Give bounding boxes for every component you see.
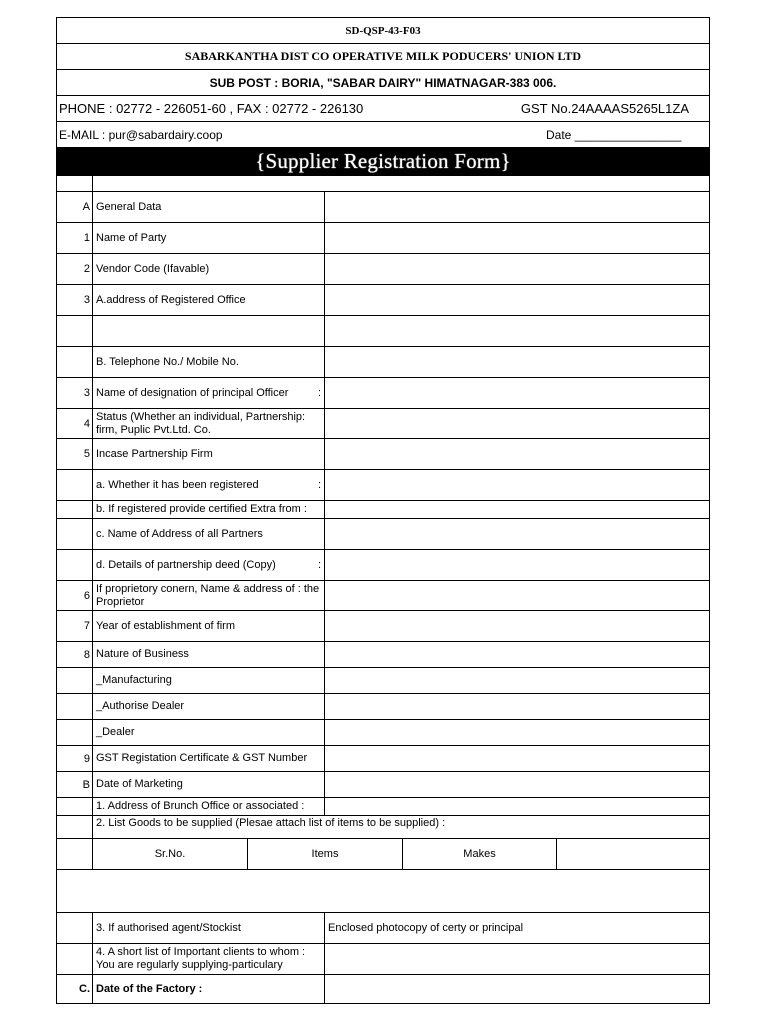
clients-label: 4. A short list of Important clients to whom : You are regularly supplying-particulary <box>93 944 325 974</box>
address-row <box>57 70 709 96</box>
row-number: 7 <box>57 611 93 641</box>
row-number: B <box>57 772 93 797</box>
form-row <box>57 347 709 378</box>
row-label-text: GST Registation Certificate & GST Number <box>96 752 308 764</box>
row-label-text: c. Name of Address of all Partners <box>96 527 263 540</box>
doc-code: SD-QSP-43-F03 <box>345 24 421 37</box>
row-value-field[interactable] <box>325 519 709 549</box>
row-label <box>93 316 325 346</box>
form-row <box>57 378 709 409</box>
row-label-text: Vendor Code (Ifavable) <box>96 262 210 275</box>
row-label <box>93 668 325 693</box>
row-label <box>93 746 325 771</box>
row-number: A <box>57 192 93 222</box>
row-value-field[interactable] <box>325 642 709 667</box>
row-value-field[interactable] <box>325 409 709 438</box>
form-row <box>57 772 709 798</box>
row-number <box>57 519 93 549</box>
agent-label: 3. If authorised agent/Stockist <box>93 913 325 943</box>
row-label <box>93 581 325 610</box>
org-name: SABARKANTHA DIST CO OPERATIVE MILK PODUCERS' UNION LTD <box>184 49 582 63</box>
row-label-text: 1. Address of Brunch Office or associated : <box>96 800 305 812</box>
row-value-field[interactable] <box>325 223 709 253</box>
row-label <box>93 772 325 797</box>
col-makes: Makes <box>403 839 557 869</box>
row-label <box>93 409 325 438</box>
row-value-field[interactable] <box>325 316 709 346</box>
form-row <box>57 439 709 470</box>
form-row <box>57 581 709 611</box>
row-value-field[interactable] <box>325 720 709 745</box>
row-label-text: If proprietory conern, Name & address of : the Proprietor <box>96 582 320 608</box>
row-number <box>57 720 93 745</box>
row-label-text: _Authorise Dealer <box>96 700 185 712</box>
email-row <box>57 122 709 148</box>
row-colon: : <box>317 478 321 491</box>
row-colon: : <box>317 386 321 399</box>
clients-num-cell <box>57 944 93 974</box>
row-label-text: Year of establishment of firm <box>96 619 235 632</box>
row-number: 3 <box>57 285 93 315</box>
row-number <box>57 501 93 518</box>
row-value-field[interactable] <box>325 347 709 377</box>
clients-row <box>57 944 709 975</box>
org-name-row <box>57 44 709 70</box>
col-blank <box>557 839 709 869</box>
org-address: SUB POST : BORIA, "SABAR DAIRY" HIMATNAGAR-383 006. <box>209 75 557 90</box>
row-value-field[interactable] <box>325 581 709 610</box>
row-label-text: Date of Marketing <box>96 778 183 790</box>
row-label <box>93 550 325 580</box>
row-number <box>57 316 93 346</box>
row-value-field[interactable] <box>325 254 709 284</box>
form-title: {Supplier Registration Form} <box>255 149 511 173</box>
row-label <box>93 611 325 641</box>
agent-value[interactable]: Enclosed photocopy of certy or principal <box>328 922 524 934</box>
form-row <box>57 550 709 581</box>
row-label-text: General Data <box>96 200 162 213</box>
row-label-text: _Dealer <box>96 726 135 738</box>
row-number: 8 <box>57 642 93 667</box>
gst-number: GST No.24AAAAS5265L1ZA <box>520 101 689 116</box>
factory-label: Date of the Factory : <box>93 975 325 1003</box>
row-number: 4 <box>57 409 93 438</box>
goods-instruction: 2. List Goods to be supplied (Plesae attach list of items to be supplied) : <box>96 817 446 829</box>
row-value-field[interactable] <box>325 470 709 500</box>
row-number: 1 <box>57 223 93 253</box>
form-row <box>57 254 709 285</box>
form-row <box>57 668 709 694</box>
row-label <box>93 501 325 518</box>
factory-value[interactable] <box>325 975 709 1003</box>
date-field: Date ________________ <box>546 128 682 142</box>
row-label-text: d. Details of partnership deed (Copy) <box>96 558 276 571</box>
row-label-text: B. Telephone No./ Mobile No. <box>96 355 239 368</box>
row-label <box>93 378 325 408</box>
spacer-row <box>57 176 709 192</box>
form-row <box>57 694 709 720</box>
row-value-field[interactable] <box>325 501 709 518</box>
row-value-field[interactable] <box>325 746 709 771</box>
row-label <box>93 720 325 745</box>
row-label-text: Nature of Business <box>96 648 189 660</box>
goods-entry-area[interactable] <box>57 870 709 913</box>
email: E-MAIL : pur@sabardairy.coop <box>59 128 223 142</box>
clients-value[interactable] <box>325 944 709 974</box>
row-label <box>93 223 325 253</box>
goods-table-header <box>57 839 709 870</box>
row-value-field[interactable] <box>325 772 709 797</box>
goods-num-cell <box>57 808 93 838</box>
form-row <box>57 642 709 668</box>
row-label-text: a. Whether it has been registered <box>96 478 259 491</box>
contact-row <box>57 96 709 122</box>
spacer-num-cell <box>57 176 93 191</box>
form-row <box>57 223 709 254</box>
row-number <box>57 470 93 500</box>
row-label <box>93 519 325 549</box>
factory-row <box>57 975 709 1003</box>
supplier-registration-sheet <box>56 17 710 1004</box>
row-value-field[interactable] <box>325 694 709 719</box>
row-number <box>57 550 93 580</box>
row-label-text: Name of designation of principal Officer <box>96 386 289 399</box>
row-label-text: Status (Whether an individual, Partnership: firm, Puplic Pvt.Ltd. Co. <box>96 410 306 436</box>
row-label <box>93 694 325 719</box>
row-value-field[interactable] <box>325 192 709 222</box>
row-label-text: b. If registered provide certified Extra from : <box>96 503 307 515</box>
col-items: Items <box>248 839 403 869</box>
row-value-field[interactable] <box>325 378 709 408</box>
row-label <box>93 642 325 667</box>
row-label-text: _Manufacturing <box>96 674 172 686</box>
row-label-text: Name of Party <box>96 231 167 244</box>
row-value-field[interactable] <box>325 611 709 641</box>
form-title-banner <box>57 148 709 176</box>
row-number: 5 <box>57 439 93 469</box>
form-row <box>57 316 709 347</box>
row-number: 3 <box>57 378 93 408</box>
form-row <box>57 470 709 501</box>
form-row <box>57 746 709 772</box>
row-label <box>93 347 325 377</box>
row-number: 6 <box>57 581 93 610</box>
form-row <box>57 192 709 223</box>
form-row <box>57 611 709 642</box>
phone-fax: PHONE : 02772 - 226051-60 , FAX : 02772 - 226130 <box>59 101 364 116</box>
agent-row <box>57 913 709 944</box>
form-row <box>57 501 709 519</box>
row-value-field[interactable] <box>325 285 709 315</box>
row-number <box>57 668 93 693</box>
row-colon: : <box>317 558 321 571</box>
agent-num-cell <box>57 913 93 943</box>
row-label <box>93 192 325 222</box>
row-number: 9 <box>57 746 93 771</box>
row-label-text: Incase Partnership Firm <box>96 447 213 460</box>
doc-code-row <box>57 18 709 44</box>
row-label <box>93 285 325 315</box>
row-value-field[interactable] <box>325 439 709 469</box>
factory-num: C. <box>57 975 93 1003</box>
form-row <box>57 409 709 439</box>
row-number <box>57 694 93 719</box>
row-value-field[interactable] <box>325 668 709 693</box>
row-label-text: A.address of Registered Office <box>96 293 246 306</box>
row-label <box>93 254 325 284</box>
row-number: 2 <box>57 254 93 284</box>
form-row <box>57 720 709 746</box>
goods-header-num-cell <box>57 839 93 869</box>
row-label <box>93 470 325 500</box>
form-row <box>57 519 709 550</box>
row-label <box>93 439 325 469</box>
form-row <box>57 285 709 316</box>
col-sr-no: Sr.No. <box>93 839 248 869</box>
row-number <box>57 347 93 377</box>
row-value-field[interactable] <box>325 550 709 580</box>
goods-instruction-row <box>57 808 709 839</box>
